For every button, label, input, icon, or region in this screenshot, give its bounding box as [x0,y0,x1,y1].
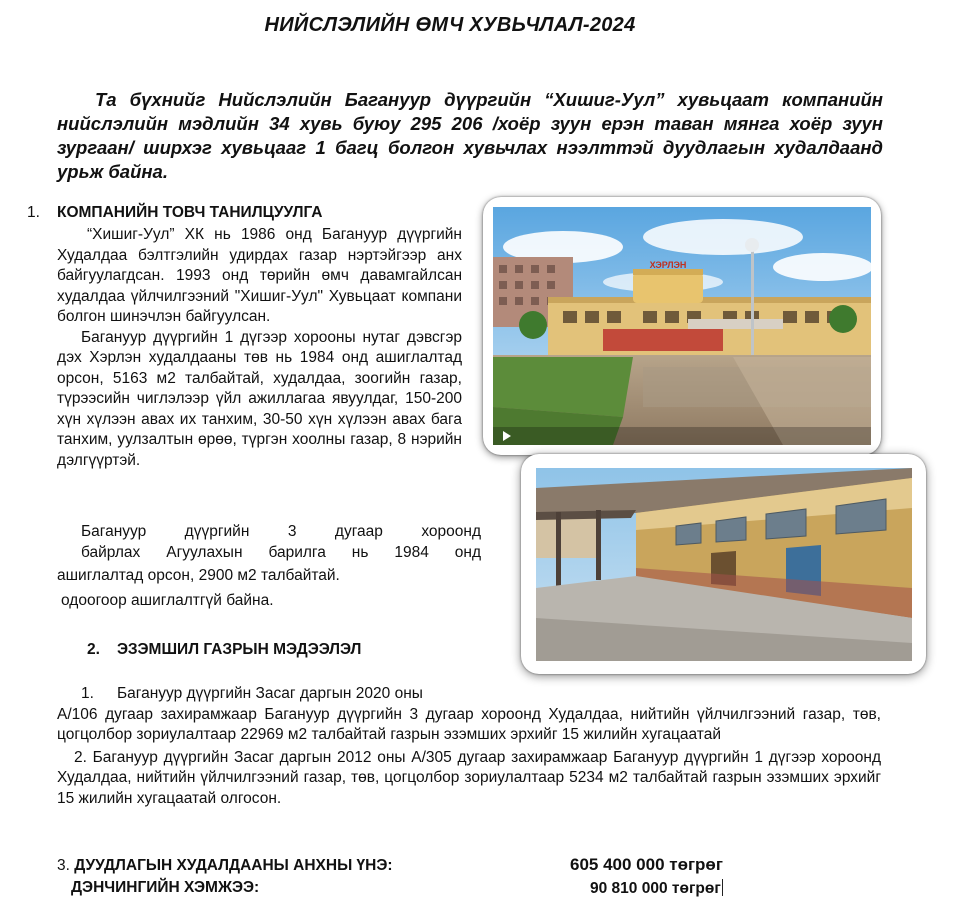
section3-number: 3. [57,857,70,874]
section1-title: КОМПАНИЙН ТОВЧ ТАНИЛЦУУЛГА [57,204,323,221]
land-item-1-number: 1. [81,685,94,702]
building-sign: ХЭРЛЭН [649,260,687,270]
warehouse-line-3: ашиглалтад орсон, 2900 м2 талбайтай. [57,567,340,584]
warehouse-image [536,468,912,661]
land-item-1-first-line [57,684,881,705]
text-cursor [722,879,723,896]
section2-title: ЭЗЭМШИЛ ГАЗРЫН МЭДЭЭЛЭЛ [117,641,362,658]
trade-center-photo [483,197,881,455]
intro-paragraph: Та бүхнийг Нийслэлийн Багануур дүүргийн “Хишиг-Уул” хувьцаат компанийн нийслэлийн мэдлийн 34 хувь буюу 295 206 /хоёр зуун ерэн таван мянга хоёр зуун зургаан/ ширхэг хувьцааг 1 багц болгон хувьчлах нээлттэй дуудлагын худалдаанд урьж байна. [57,89,883,182]
section1-number: 1. [27,204,40,221]
start-price-row [57,857,393,875]
deposit-value-row [590,879,723,898]
deposit-value: 90 810 000 төгрөг [590,880,721,897]
warehouse-photo [521,454,926,674]
section1-heading [27,204,322,222]
trade-center-paragraph: Багануур дүүргийн 1 дүгээр хорооны нутаг дэвсгэр дэх Хэрлэн худалдааны төв нь 1984 онд ашиглалтад орсон, 5163 м2 талбайтай, худалдаа, зоогийн газар, түрээсийн чиглэлээр үйл ажиллагаа явуулдаг, 150-200 хүн хүлээн авах их танхим, 30-50 хүн хүлээн авах бага танхим, уулзалтын өрөө, түргэн хоолны газар, 8 нэрийн дэлгүүртэй. [57,328,462,469]
land-item-1-first-text: Багануур дүүргийн Засаг даргын 2020 оны [117,685,423,702]
company-history-paragraph: “Хишиг-Уул” ХК нь 1986 онд Багануур дүүргийн Худалдаа бэлтгэлийн удирдах газар нэртэйгээр анх байгуулагдсан. 1993 онд төрийн өмч давамгайлсан худалдаа үйлчилгээний "Хишиг-Уул" Хувьцаат компани болгон шинэчлэн байгуулсан. [57,226,462,325]
trade-center-image [493,207,871,445]
page-title: НИЙСЛЭЛИЙН ӨМЧ ХУВЬЧЛАЛ-2024 [264,14,636,36]
section2-number: 2. [87,641,100,658]
warehouse-line-4: одоогоор ашиглалтгүй байна. [61,591,274,609]
section2-heading [87,641,361,659]
start-price-label: ДУУДЛАГЫН ХУДАЛДААНЫ АНХНЫ ҮНЭ: [74,857,393,874]
land-item-1-rest: А/106 дугаар захирамжаар Багануур дүүргийн 3 дугаар хороонд Худалдаа, нийтийн үйлчилгээний газар, төв, цогцолбор зориулалтаар 22969 м2 талбайтай газрын эзэмших эрхийг 15 жилийн хугацаатай [57,705,881,743]
land-item-2: 2. Багануур дүүргийн Засаг даргын 2012 оны А/305 дугаар захирамжаар Багануур дүүргийн 1 дүгээр хороонд Худалдаа, нийтийн үйлчилгээний газар, төв, цогцолбор зориулалтаар 5234 м2 талбайтай газрын эзэмших эрхийг 15 жилийн хугацаатай олгосон. [57,748,881,807]
start-price-value: 605 400 000 төгрөг [570,855,723,874]
warehouse-paragraph [57,522,481,611]
warehouse-line-2: байрлах Агуулахын барилга нь 1984 онд [81,543,481,561]
section2-body [57,684,881,809]
deposit-label: ДЭНЧИНГИЙН ХЭМЖЭЭ: [71,879,260,896]
section1-body [57,225,462,471]
warehouse-line-1: Багануур дүүргийн 3 дугаар хороонд [81,523,481,540]
